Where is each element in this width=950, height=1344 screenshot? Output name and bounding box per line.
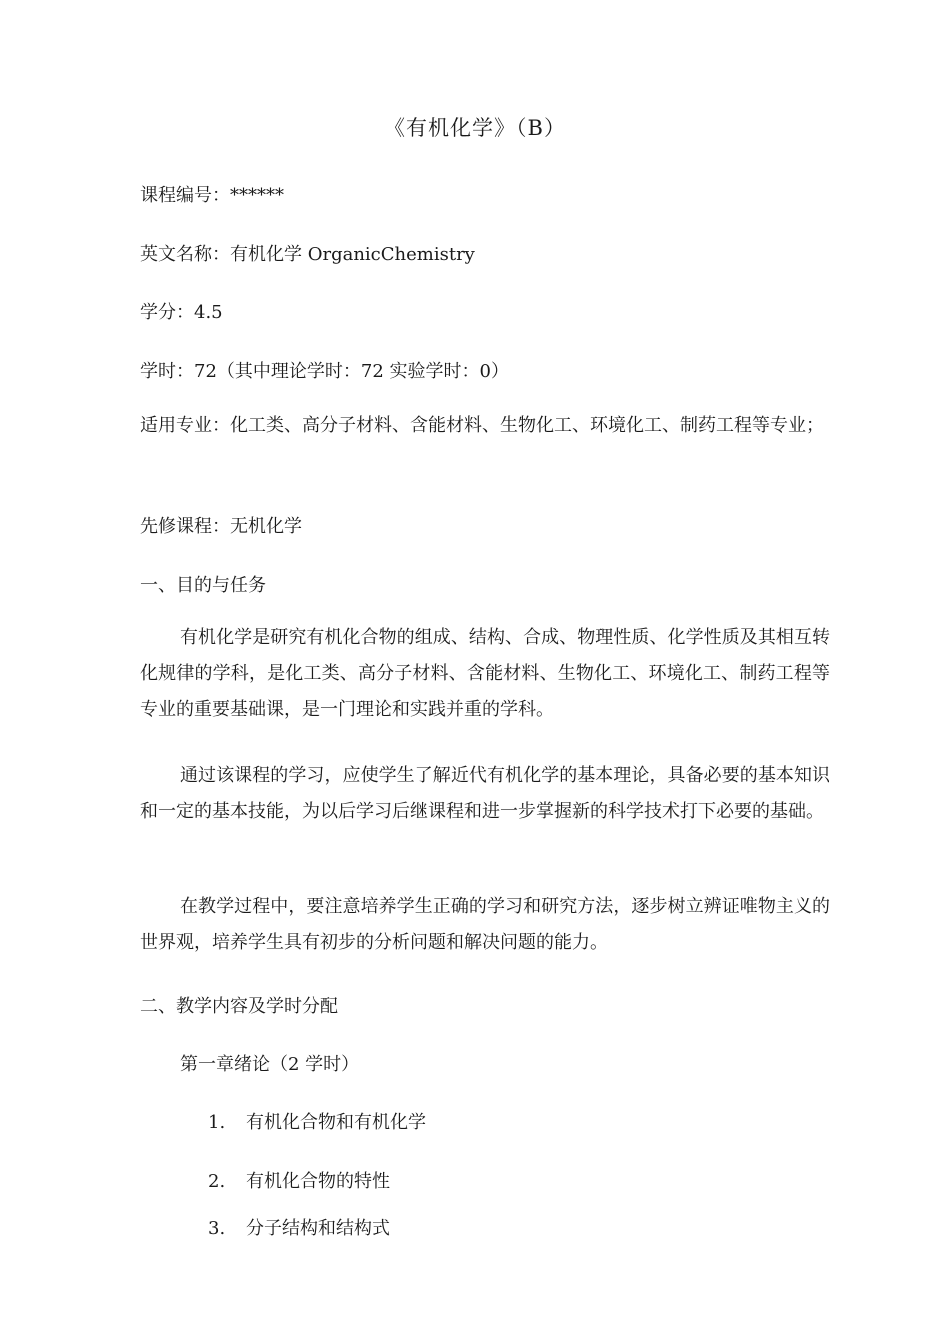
- list-item-text: 有机化合物和有机化学: [246, 1112, 426, 1133]
- section-heading-purpose: 一、目的与任务: [140, 575, 266, 596]
- english-name: 英文名称：有机化学 OrganicChemistry: [140, 244, 475, 265]
- course-code: 课程编号：******: [140, 185, 284, 206]
- list-item: [208, 1214, 390, 1240]
- credits: 学分：4.5: [140, 302, 223, 323]
- prerequisite: 先修课程：无机化学: [140, 516, 302, 537]
- purpose-paragraph-2: 通过该课程的学习，应使学生了解近代有机化学的基本理论，具备必要的基本知识和一定的基本技能，为以后学习后继课程和进一步掌握新的科学技术打下必要的基础。: [140, 765, 830, 822]
- purpose-paragraph-1: 有机化学是研究有机化合物的组成、结构、合成、物理性质、化学性质及其相互转化规律的学科，是化工类、高分子材料、含能材料、生物化工、环境化工、制药工程等专业的重要基础课，是一门理论和实践并重的学科。: [140, 627, 830, 720]
- list-item: [208, 1167, 390, 1193]
- applicable-majors: 适用专业：化工类、高分子材料、含能材料、生物化工、环境化工、制药工程等专业；: [140, 415, 824, 436]
- list-item: [208, 1108, 426, 1134]
- section-heading-content: 二、教学内容及学时分配: [140, 996, 338, 1017]
- list-item-text: 分子结构和结构式: [246, 1218, 390, 1239]
- list-item-number: 2.: [208, 1171, 226, 1192]
- purpose-paragraph-3: 在教学过程中，要注意培养学生正确的学习和研究方法，逐步树立辨证唯物主义的世界观，培养学生具有初步的分析问题和解决问题的能力。: [140, 896, 830, 953]
- list-item-text: 有机化合物的特性: [246, 1171, 390, 1192]
- hours: 学时：72（其中理论学时：72 实验学时：0）: [140, 361, 509, 382]
- chapter-title: 第一章绪论（2 学时）: [180, 1054, 360, 1075]
- document-title: 《有机化学》（B）: [384, 116, 566, 140]
- list-item-number: 1.: [208, 1112, 226, 1133]
- list-item-number: 3.: [208, 1218, 226, 1239]
